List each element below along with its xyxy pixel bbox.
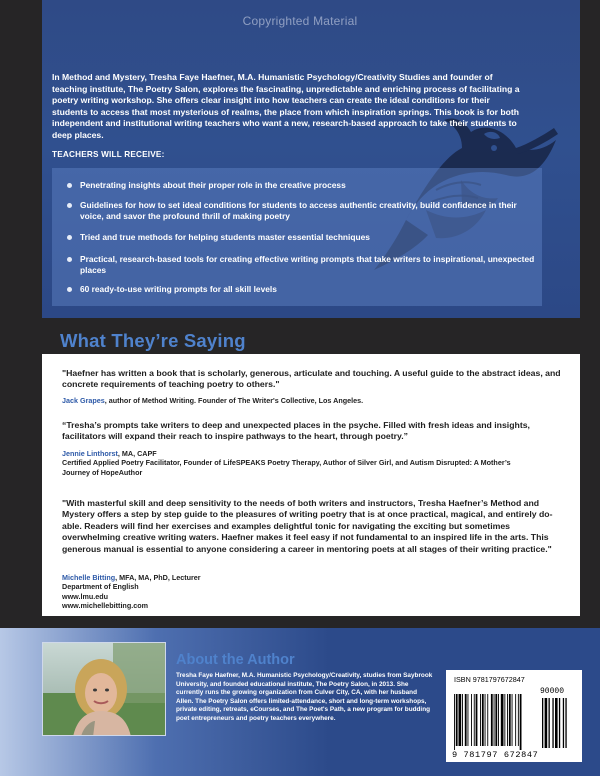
intro-paragraph: In Method and Mystery, Tresha Faye Haefner, M.A. Humanistic Psychology/Creativity Studies and founder of teaching institute, The Poetry Salon, explores the fascinating, unpredictable and enriching process of facilitating a poetry writing workshop. She offers clear insight into how teachers can create the ideal conditions for their students to access that most mysterious of realms, the place from which inspiration springs. This book is for both independent and institutional writing teachers who want a new, research-based approach to take their students to deep places. bbox=[52, 72, 520, 140]
barcode-bar bbox=[520, 694, 522, 750]
testimonial-attribution bbox=[62, 573, 532, 611]
testimonial-author: Michelle Bitting bbox=[62, 573, 116, 582]
addon-bar bbox=[552, 698, 553, 748]
barcode-bar bbox=[482, 694, 484, 746]
testimonial-attribution bbox=[62, 449, 532, 477]
barcode-bar bbox=[468, 694, 469, 746]
addon-bar bbox=[559, 698, 560, 748]
testimonials-panel bbox=[42, 354, 580, 616]
testimonial-credit: , MFA, MA, PhD, Lecturer bbox=[115, 573, 201, 582]
bullet-icon bbox=[67, 183, 72, 188]
benefit-item bbox=[80, 254, 540, 276]
testimonial-attribution bbox=[62, 396, 532, 405]
barcode-bar bbox=[476, 694, 478, 746]
bullet-icon bbox=[67, 203, 72, 208]
barcode-bar bbox=[462, 694, 463, 746]
addon-bar bbox=[563, 698, 564, 748]
addon-bar bbox=[549, 698, 550, 748]
barcode-bar bbox=[495, 694, 497, 746]
isbn-barcode bbox=[446, 670, 582, 762]
barcode-bar bbox=[512, 694, 513, 746]
testimonial-credit-line: www.michellebitting.com bbox=[62, 601, 148, 611]
testimonial-credit-line: www.lmu.edu bbox=[62, 591, 109, 601]
benefit-item bbox=[80, 232, 540, 243]
benefit-text: Penetrating insights about their proper role in the creative process bbox=[80, 180, 346, 190]
barcode-bar bbox=[459, 694, 462, 746]
benefit-item bbox=[80, 200, 540, 222]
watermark: Copyrighted Material bbox=[242, 14, 358, 28]
benefit-text: Guidelines for how to set ideal conditions for students to access authentic creativity, build confidence in their voice, and savor the profound thrill of making poetry bbox=[80, 200, 517, 221]
benefit-item bbox=[80, 180, 540, 191]
about-author-text: Tresha Faye Haefner, M.A. Humanistic Psychology/Creativity, studies from Saybrook University, and founded educational institute, The Poetry Salon, in 2013. She currently runs the growing organization from Culver City, CA, with her husband Allen. The Poetry Salon offers limited-attendance, short and long-term workshops, private editing, retreats, eCourses, and The Poet's Path, a new program for budding poet entrepreneurs and poetry teachers everywhere. bbox=[176, 672, 433, 722]
barcode-bar bbox=[491, 694, 493, 746]
testimonial-credit: , author of Method Writing. Founder of The Writer's Collective, Los Angeles. bbox=[104, 396, 364, 405]
testimonial-credit-line: Department of English bbox=[62, 582, 139, 592]
barcode-bar bbox=[504, 694, 505, 746]
benefit-text: 60 ready-to-use writing prompts for all skill levels bbox=[80, 284, 277, 294]
bullet-icon bbox=[67, 287, 72, 292]
barcode-bar bbox=[485, 694, 486, 746]
barcode-digits: 9 781797 672847 bbox=[452, 750, 539, 760]
barcode-bar bbox=[465, 694, 467, 746]
barcode-bar bbox=[471, 694, 472, 746]
benefits-list bbox=[52, 168, 542, 306]
barcode-bar bbox=[487, 694, 488, 746]
teachers-heading: TEACHERS WILL RECEIVE: bbox=[52, 150, 165, 159]
barcode-bar bbox=[509, 694, 511, 746]
addon-bar bbox=[565, 698, 566, 748]
barcode-bar bbox=[474, 694, 475, 746]
benefit-text: Tried and true methods for helping students master essential techniques bbox=[80, 232, 370, 242]
addon-bar bbox=[545, 698, 548, 748]
barcode-bar bbox=[507, 694, 508, 746]
price-code: 90000 bbox=[540, 687, 565, 696]
bullet-icon bbox=[67, 257, 72, 262]
testimonial-author: Jack Grapes bbox=[62, 396, 105, 405]
barcode-bar bbox=[498, 694, 499, 746]
barcode-bar bbox=[494, 694, 495, 746]
barcode-bar bbox=[515, 694, 516, 746]
addon-bar bbox=[555, 698, 558, 748]
barcode-bar bbox=[518, 694, 519, 746]
testimonial-author: Jennie Linthorst bbox=[62, 449, 118, 458]
testimonial-quote: "Haefner has written a book that is scholarly, generous, articulate and touching. A useful guide to the abstract ideas, and concrete requirements of teaching poetry to others." bbox=[62, 368, 561, 390]
addon-bar bbox=[542, 698, 543, 748]
bullet-icon bbox=[67, 235, 72, 240]
testimonial-quote: “Tresha’s prompts take writers to deep and unexpected places in the psyche. Filled with fresh ideas and insights, facilitators will expand their reach to inspire pathways to the heart, through poetry.” bbox=[62, 420, 530, 442]
testimonial-quote: "With masterful skill and deep sensitivity to the needs of both writers and instructors, Tresha Haefner’s Method and Mystery offers a step by step guide to the pleasures of writing poetry that is at once practical, magical, and entirely do-able. Readers will find her exercises and examples delightful tonic for navigating the exciting but sometimes overwhelming creative writing waters. Haefner makes it feel easy if not fundamental to an inspired life in the arts. This generous manual is essential to anyone considering a career in mentoring poets at all stages of their writing practice." bbox=[62, 498, 553, 554]
testimonial-credit: , MA, CAPF bbox=[117, 449, 157, 458]
benefit-item bbox=[80, 284, 540, 295]
barcode-bar bbox=[480, 694, 481, 746]
about-author-heading: About the Author bbox=[176, 652, 295, 668]
benefit-text: Practical, research-based tools for creating effective writing prompts that take writers to inspirational, unexpected places bbox=[80, 254, 535, 275]
isbn-label: ISBN 9781797672847 bbox=[454, 675, 525, 684]
barcode-bar bbox=[456, 694, 458, 746]
author-photo bbox=[42, 642, 166, 736]
testimonials-heading: What They’re Saying bbox=[60, 330, 246, 351]
author-portrait-icon bbox=[43, 643, 166, 736]
barcode-bar bbox=[501, 694, 504, 746]
barcode-bar bbox=[454, 694, 455, 750]
testimonial-credit-line: Certified Applied Poetry Facilitator, Founder of LifeSPEAKS Poetry Therapy, Author of Silver Girl, and Autism Disrupted: A Mother’s Journey of HopeAuthor bbox=[62, 458, 511, 477]
